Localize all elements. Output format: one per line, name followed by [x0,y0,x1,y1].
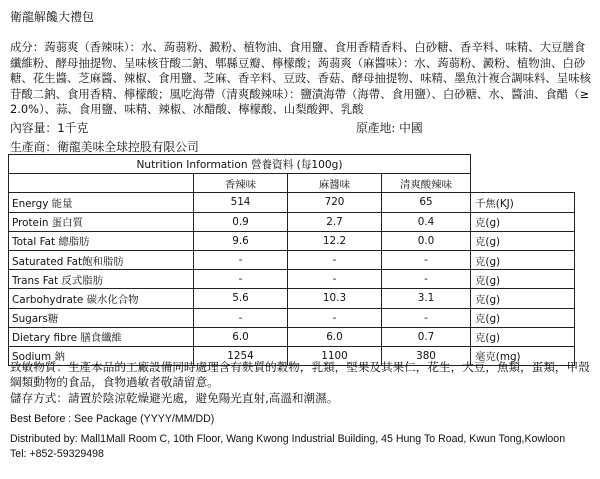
nutrition-row [9,193,575,212]
product-title: 衛龍解饞大禮包 [10,10,95,24]
nutrient-unit: 毫克(mg) [471,346,575,365]
nutrient-unit: 克(g) [471,289,575,308]
nutrient-value: 1254 [194,346,288,365]
nutrient-unit: 克(g) [471,270,575,289]
nutrition-row [9,212,575,231]
nutrition-row [9,308,575,327]
nutrient-value: 0.7 [382,327,471,346]
nutrient-value: 0.0 [382,231,471,250]
nutrient-value: - [194,270,288,289]
nutrient-value: 10.3 [288,289,382,308]
nutrient-value: 0.9 [194,212,288,231]
nutrient-label: Sodium 鈉 [9,346,194,365]
nutrient-value: - [194,250,288,269]
nutrient-label: Total Fat 總脂肪 [9,231,194,250]
nutrient-label: Energy 能量 [9,193,194,212]
column-header: 香辣味 [194,174,288,193]
nutrient-value: 6.0 [194,327,288,346]
nutrient-value: - [382,308,471,327]
nutrition-row [9,270,575,289]
nutrient-value: - [194,308,288,327]
country-of-origin: 原產地: 中國 [356,121,423,135]
nutrient-value: 380 [382,346,471,365]
nutrient-label: Protein 蛋白質 [9,212,194,231]
nutrient-value: 1100 [288,346,382,365]
ingredients-text: 成分：蒟蒻爽（香辣味）：水、蒟蒻粉、澱粉、植物油、食用鹽、食用香精香料、白砂糖、香辛料、味精、大豆膳食纖維粉、酵母抽提物、呈味核苷酸二鈉、郫縣豆瓣、檸檬酸；蒟蒻爽（麻醬味）：水、蒟蒻粉、澱粉、植物油、白砂糖、花生醬、芝麻醬、辣椒、食用鹽、芝麻、香辛料、豆豉、香菇、酵母抽提物、味精、墨魚汁複合調味料、呈味核苷酸二鈉、食用香精、檸檬酸；風吃海帶（清爽酸辣味）：鹽漬海帶（海帶、食用鹽）、白砂糖、水、醬油、食醋（≥2.0%）、蒜、食用鹽、味精、辣椒、冰醋酸、檸檬酸、山梨酸鉀、乳酸 [10,40,591,117]
nutrient-value: - [288,308,382,327]
nutrient-value: 720 [288,193,382,212]
column-header: 麻醬味 [288,174,382,193]
nutrient-value: 514 [194,193,288,212]
nutrient-value: 2.7 [288,212,382,231]
column-header: 清爽酸辣味 [382,174,471,193]
header-blank-cell [9,174,194,193]
best-before: Best Before : See Package (YYYY/MM/DD) [10,413,215,425]
nutrition-table [8,154,575,366]
nutrient-label: Trans Fat 反式脂肪 [9,270,194,289]
telephone: Tel: +852-59329498 [10,448,104,460]
net-content: 內容量：1千克 [10,121,89,135]
nutrient-value: - [288,250,382,269]
nutrient-unit: 克(g) [471,231,575,250]
nutrition-row [9,327,575,346]
nutrient-value: 12.2 [288,231,382,250]
nutrient-label: Saturated Fat飽和脂肪 [9,250,194,269]
distributor: Distributed by: Mall1Mall Room C, 10th Floor, Wang Kwong Industrial Building, 45 Hung To Road, Kwun Tong,Kowloon [10,433,566,445]
nutrient-unit: 克(g) [471,212,575,231]
nutrient-unit: 克(g) [471,308,575,327]
nutrient-label: Sugars糖 [9,308,194,327]
nutrient-value: 3.1 [382,289,471,308]
nutrition-row [9,231,575,250]
nutrient-unit: 克(g) [471,327,575,346]
storage-instructions: 儲存方式：請置於陰涼乾燥避光處，避免陽光直射,高溫和潮濕。 [10,391,339,405]
nutrient-value: - [382,270,471,289]
nutrient-unit: 克(g) [471,250,575,269]
nutrient-value: - [288,270,382,289]
nutrient-unit: 千焦(KJ) [471,193,575,212]
nutrient-value: 6.0 [288,327,382,346]
nutrient-value: 0.4 [382,212,471,231]
nutrient-value: 5.6 [194,289,288,308]
nutrient-value: 65 [382,193,471,212]
nutrition-row [9,289,575,308]
nutrient-value: - [382,250,471,269]
nutrition-row [9,250,575,269]
manufacturer: 生產商：衛龍美味全球控股有限公司 [10,140,199,154]
nutrient-label: Carbohydrate 碳水化合物 [9,289,194,308]
allergen-statement: 致敏物質：生產本品的工廠設備同時處理含有麩質的穀物，乳類，堅果及其果仁，花生，大豆，魚類，蛋類，甲殼綱類動物的食品，食物過敏者敬請留意。 [10,360,590,389]
nutrient-label: Dietary fibre 膳食纖維 [9,327,194,346]
nutrient-value: 9.6 [194,231,288,250]
nutrition-caption: Nutrition Information 營養資料 (每100g) [9,155,471,174]
